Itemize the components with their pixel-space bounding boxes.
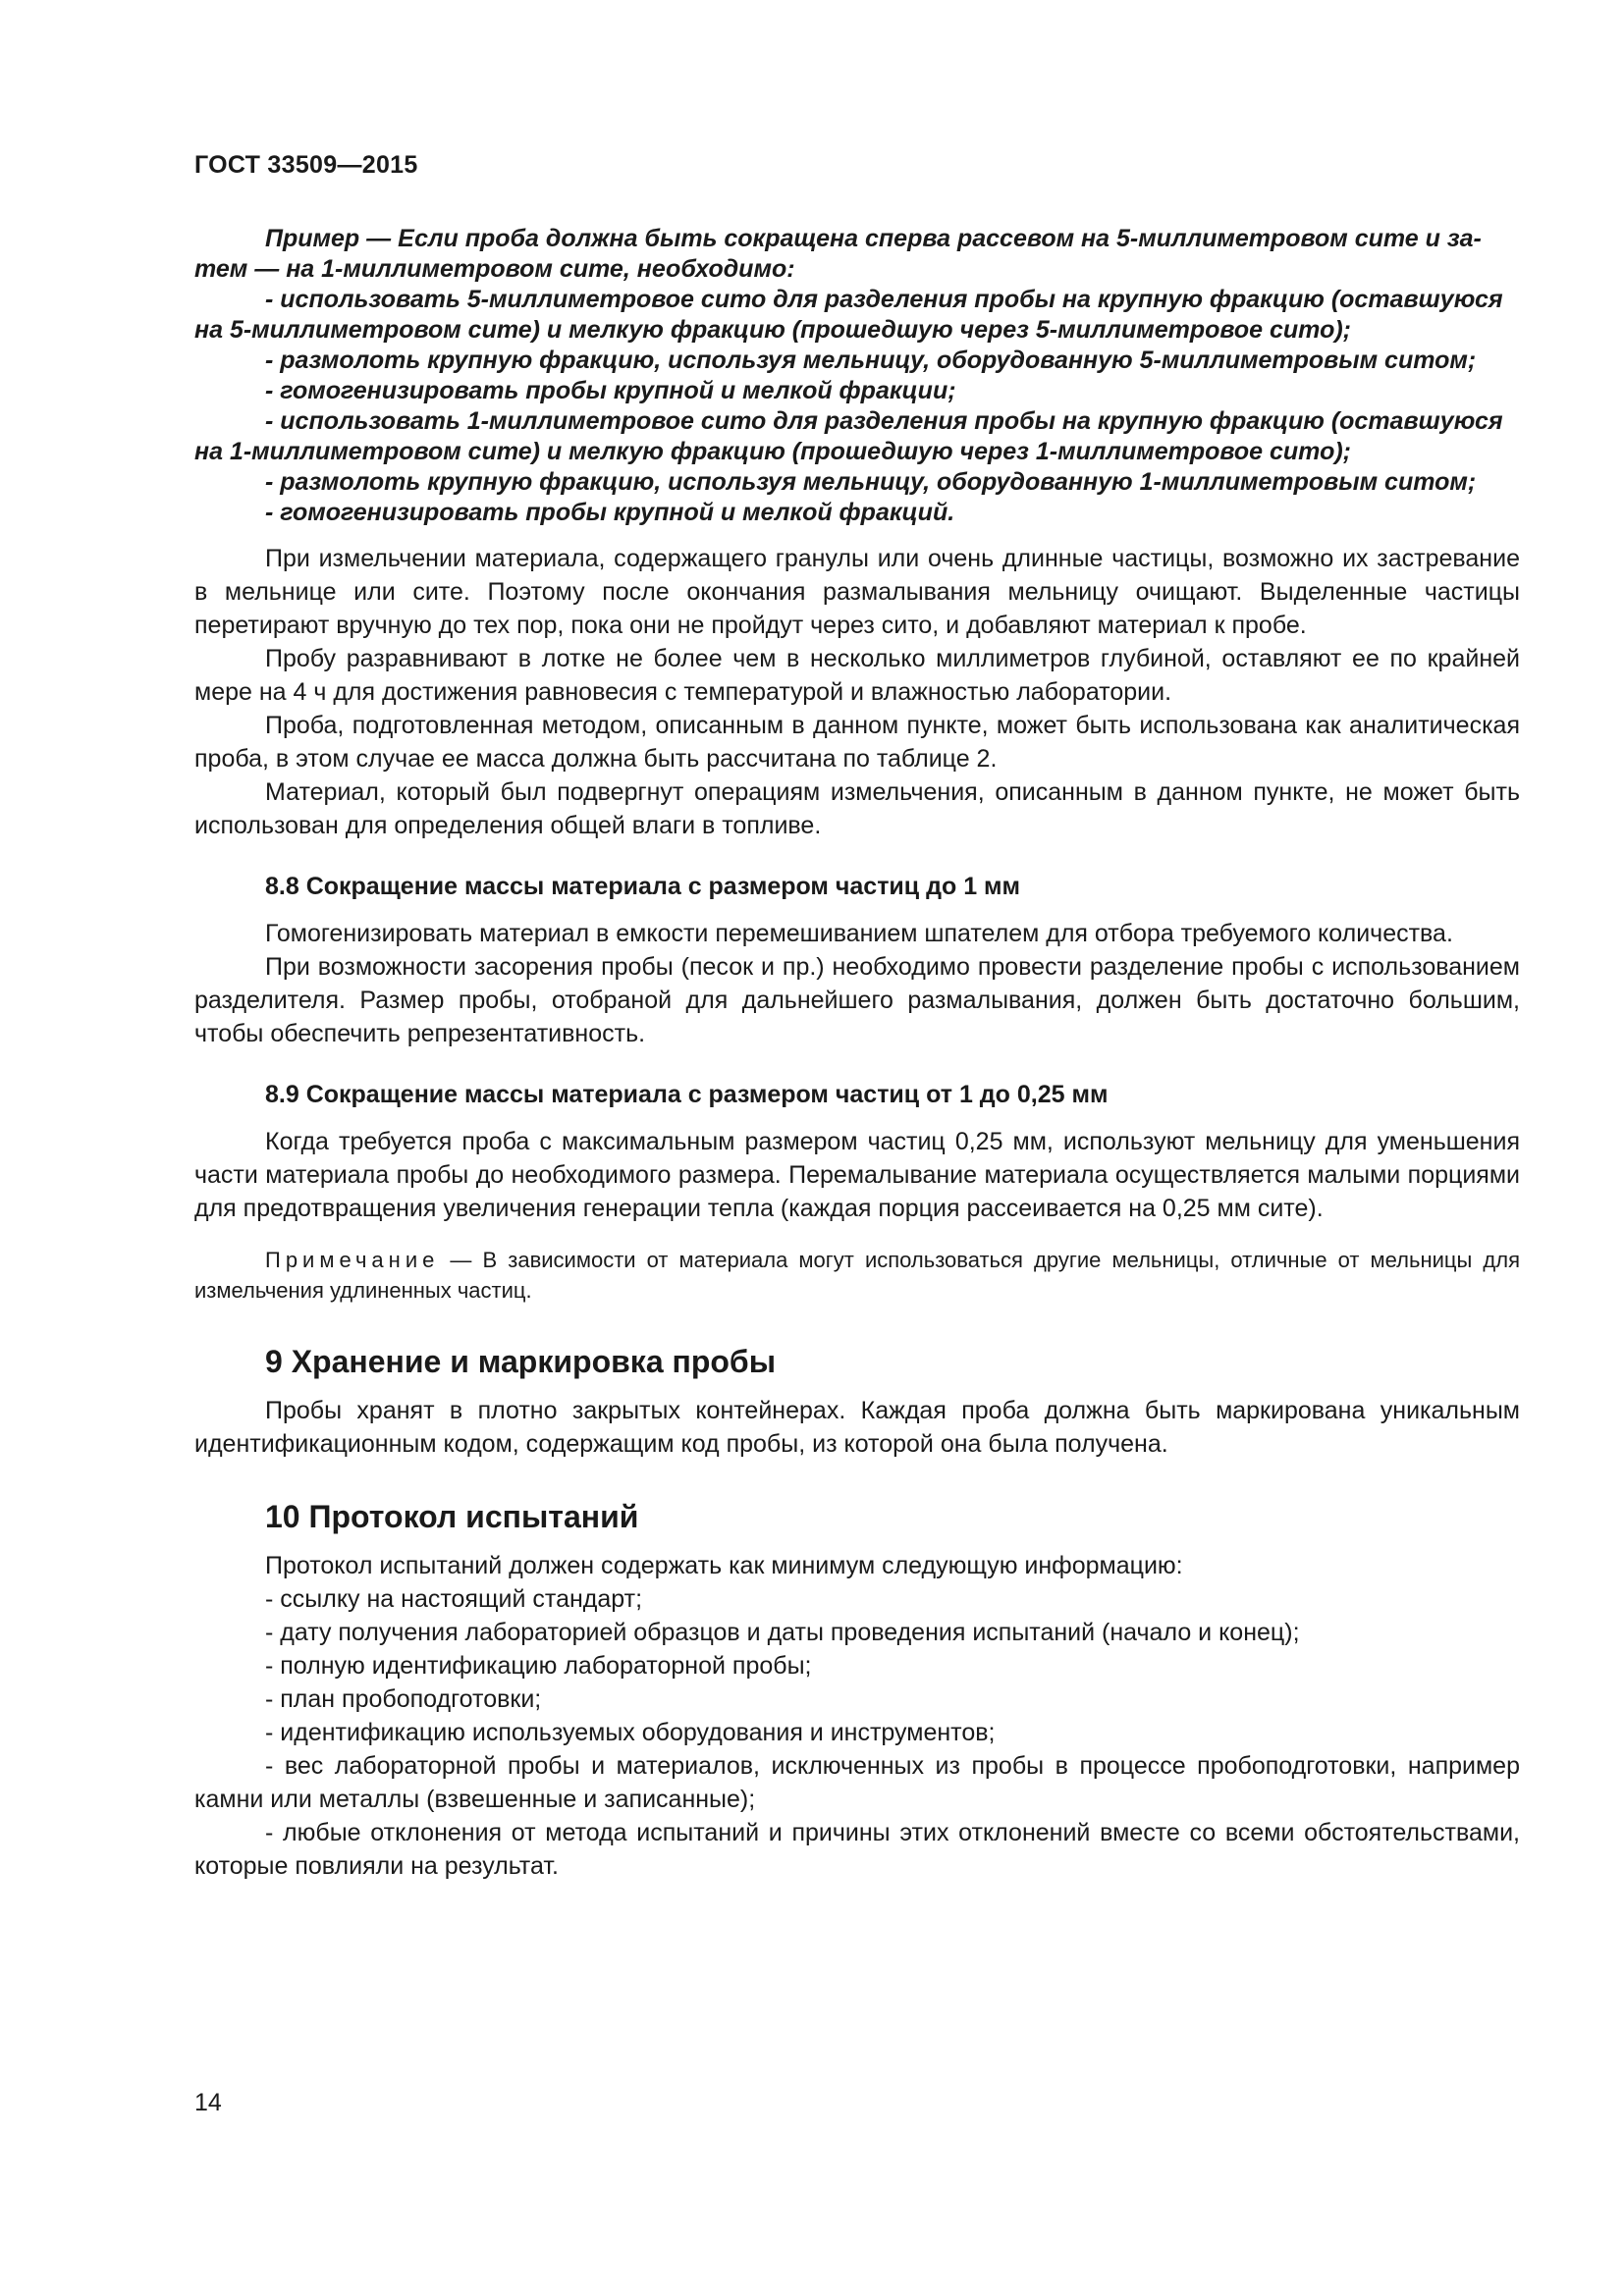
subsection-heading-8-9: 8.9 Сокращение массы материала с размером частиц от 1 до 0,25 мм xyxy=(265,1081,1109,1108)
paragraph-group-8-7 xyxy=(194,542,1520,842)
paragraph: Протокол испытаний должен содержать как минимум следующую информацию: xyxy=(265,1552,1183,1579)
example-item-3: - гомогенизировать пробы крупной и мелкой фракции; xyxy=(265,377,956,404)
example-item-6: - гомогенизировать пробы крупной и мелкой фракций. xyxy=(265,499,955,526)
paragraph: При измельчении материала, содержащего гранулы или очень длинные частицы, возможно их застревание в мельнице или сите. Поэтому после окончания размалывания мельницу очищают. Выделенные частицы перетирают вручную до тех пор, пока они не пройдут через сито, и добавляют материал к пробе. xyxy=(194,545,1520,639)
list-item: - план пробоподготовки; xyxy=(265,1685,542,1713)
note-text: — В зависимости от материала могут использоваться другие мельницы, отличные от мельницы для измельчения удлиненных частиц. xyxy=(194,1248,1520,1303)
paragraph: Гомогенизировать материал в емкости перемешиванием шпателем для отбора требуемого количества. xyxy=(265,920,1453,947)
list-item: - дату получения лабораторией образцов и даты проведения испытаний (начало и конец); xyxy=(265,1619,1300,1646)
list-item: - ссылку на настоящий стандарт; xyxy=(265,1585,643,1613)
section-heading-9: 9 Хранение и маркировка пробы xyxy=(265,1344,777,1379)
note-label: Примечание xyxy=(265,1248,440,1272)
example-item-1b: на 5-миллиметровом сите) и мелкую фракцию (прошедшую через 5-миллиметровое сито); xyxy=(194,316,1352,344)
section-heading-10: 10 Протокол испытаний xyxy=(265,1499,639,1534)
example-intro-2: тем — на 1-миллиметровом сите, необходимо: xyxy=(194,255,795,283)
example-item-2: - размолоть крупную фракцию, используя мельницу, оборудованную 5-миллиметровым ситом; xyxy=(265,347,1477,374)
note xyxy=(194,1245,1520,1306)
example-intro-1: Пример — Если проба должна быть сокращена сперва рассевом на 5-миллиметровом сите и за- xyxy=(265,225,1482,252)
paragraph: Материал, который был подвергнут операциям измельчения, описанным в данном пункте, не может быть использован для определения общей влаги в топливе. xyxy=(194,778,1520,839)
example-item-4b: на 1-миллиметровом сите) и мелкую фракцию (прошедшую через 1-миллиметровое сито); xyxy=(194,438,1352,465)
paragraph: Пробы хранят в плотно закрытых контейнерах. Каждая проба должна быть маркирована уникальным идентификационным кодом, содержащим код пробы, из которой она была получена. xyxy=(194,1397,1520,1458)
list-item: - полную идентификацию лабораторной пробы; xyxy=(265,1652,812,1680)
page-number: 14 xyxy=(194,2089,222,2116)
example-item-4a: - использовать 1-миллиметровое сито для разделения пробы на крупную фракцию (оставшуюся xyxy=(265,407,1503,435)
document-body xyxy=(194,224,1520,1883)
example-item-5: - размолоть крупную фракцию, используя мельницу, оборудованную 1-миллиметровым ситом; xyxy=(265,468,1477,496)
list-item: - вес лабораторной пробы и материалов, исключенных из пробы в процессе пробоподготовки, например камни или металлы (взвешенные и записанные); xyxy=(194,1752,1520,1813)
list-item: - любые отклонения от метода испытаний и причины этих отклонений вместе со всеми обстоятельствами, которые повлияли на результат. xyxy=(194,1819,1520,1880)
document-header: ГОСТ 33509—2015 xyxy=(194,151,418,179)
list-item: - идентификацию используемых оборудования и инструментов; xyxy=(265,1719,996,1746)
example-block xyxy=(194,224,1520,528)
paragraph: Проба, подготовленная методом, описанным в данном пункте, может быть использована как аналитическая проба, в этом случае ее масса должна быть рассчитана по таблице 2. xyxy=(194,712,1520,773)
paragraph: Пробу разравнивают в лотке не более чем в несколько миллиметров глубиной, оставляют ее по крайней мере на 4 ч для достижения равновесия с температурой и влажностью лаборатории. xyxy=(194,645,1520,706)
subsection-heading-8-8: 8.8 Сокращение массы материала с размером частиц до 1 мм xyxy=(265,873,1021,900)
example-item-1a: - использовать 5-миллиметровое сито для разделения пробы на крупную фракцию (оставшуюся xyxy=(265,286,1503,313)
paragraph: При возможности засорения пробы (песок и пр.) необходимо провести разделение пробы с использованием разделителя. Размер пробы, отобраной для дальнейшего размалывания, должен быть достаточно большим, чтобы обеспечить репрезентативность. xyxy=(194,953,1520,1047)
paragraph: Когда требуется проба с максимальным размером частиц 0,25 мм, используют мельницу для уменьшения части материала пробы до необходимого размера. Перемалывание материала осуществляется малыми порциями для предотвращения увеличения генерации тепла (каждая порция рассеивается на 0,25 мм сите). xyxy=(194,1128,1520,1222)
